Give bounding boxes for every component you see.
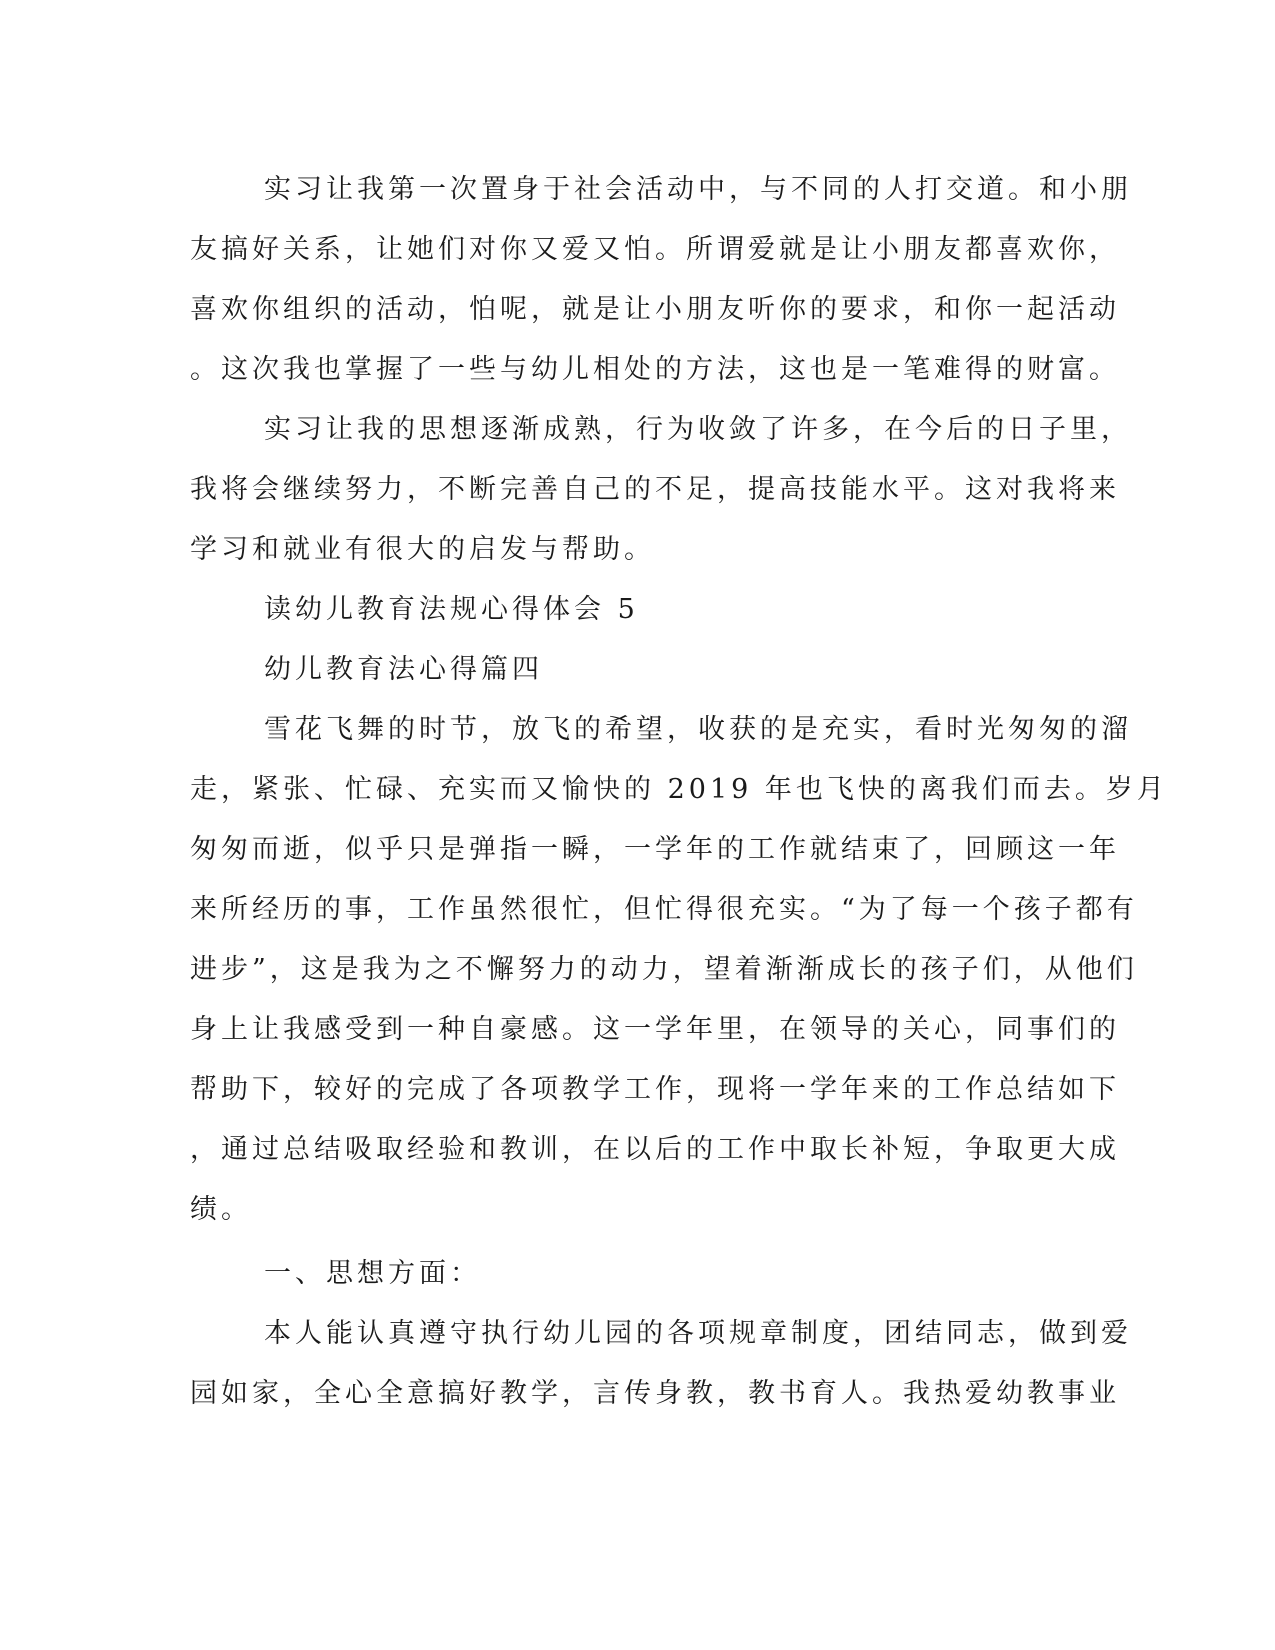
paragraph-internship-relations	[190, 160, 1132, 400]
paragraph-year-summary	[190, 700, 1168, 1240]
text-line: 绩。	[190, 1194, 252, 1225]
text-line: 雪花飞舞的时节，放飞的希望，收获的是充实，看时光匆匆的溜	[264, 714, 1132, 745]
text-line: 喜欢你组织的活动，怕呢，就是让小朋友听你的要求，和你一起活动	[190, 294, 1120, 325]
text-line: 走，紧张、忙碌、充实而又愉快的 2019 年也飞快的离我们而去。岁月	[190, 774, 1168, 805]
text-line: 进步”，这是我为之不懈努力的动力，望着渐渐成长的孩子们，从他们	[190, 954, 1138, 985]
heading-reading-notes: 读幼儿教育法规心得体会 5	[264, 594, 639, 625]
text-line: 园如家，全心全意搞好教学，言传身教，教书育人。我热爱幼教事业	[190, 1378, 1120, 1409]
text-line: 。这次我也掌握了一些与幼儿相处的方法，这也是一笔难得的财富。	[190, 354, 1120, 385]
text-line: 来所经历的事，工作虽然很忙，但忙得很充实。“为了每一个孩子都有	[190, 894, 1138, 925]
paragraph-thought-details	[190, 1304, 1132, 1424]
text-line: 匆匆而逝，似乎只是弹指一瞬，一学年的工作就结束了，回顾这一年	[190, 834, 1120, 865]
paragraph-internship-growth	[190, 400, 1132, 580]
text-line: ，通过总结吸取经验和教训，在以后的工作中取长补短，争取更大成	[190, 1134, 1120, 1165]
section-heading-thought: 一、思想方面：	[264, 1258, 481, 1289]
heading-chapter-four: 幼儿教育法心得篇四	[264, 654, 543, 685]
text-line: 友搞好关系，让她们对你又爱又怕。所谓爱就是让小朋友都喜欢你，	[190, 234, 1120, 265]
text-line: 我将会继续努力，不断完善自己的不足，提高技能水平。这对我将来	[190, 474, 1120, 505]
text-line: 帮助下，较好的完成了各项教学工作，现将一学年来的工作总结如下	[190, 1074, 1120, 1105]
text-line: 学习和就业有很大的启发与帮助。	[190, 534, 655, 565]
text-line: 本人能认真遵守执行幼儿园的各项规章制度，团结同志，做到爱	[264, 1318, 1132, 1349]
text-line: 实习让我第一次置身于社会活动中，与不同的人打交道。和小朋	[264, 174, 1132, 205]
text-line: 实习让我的思想逐渐成熟，行为收敛了许多，在今后的日子里，	[264, 414, 1132, 445]
document-body	[190, 160, 1168, 1424]
text-line: 身上让我感受到一种自豪感。这一学年里，在领导的关心，同事们的	[190, 1014, 1120, 1045]
